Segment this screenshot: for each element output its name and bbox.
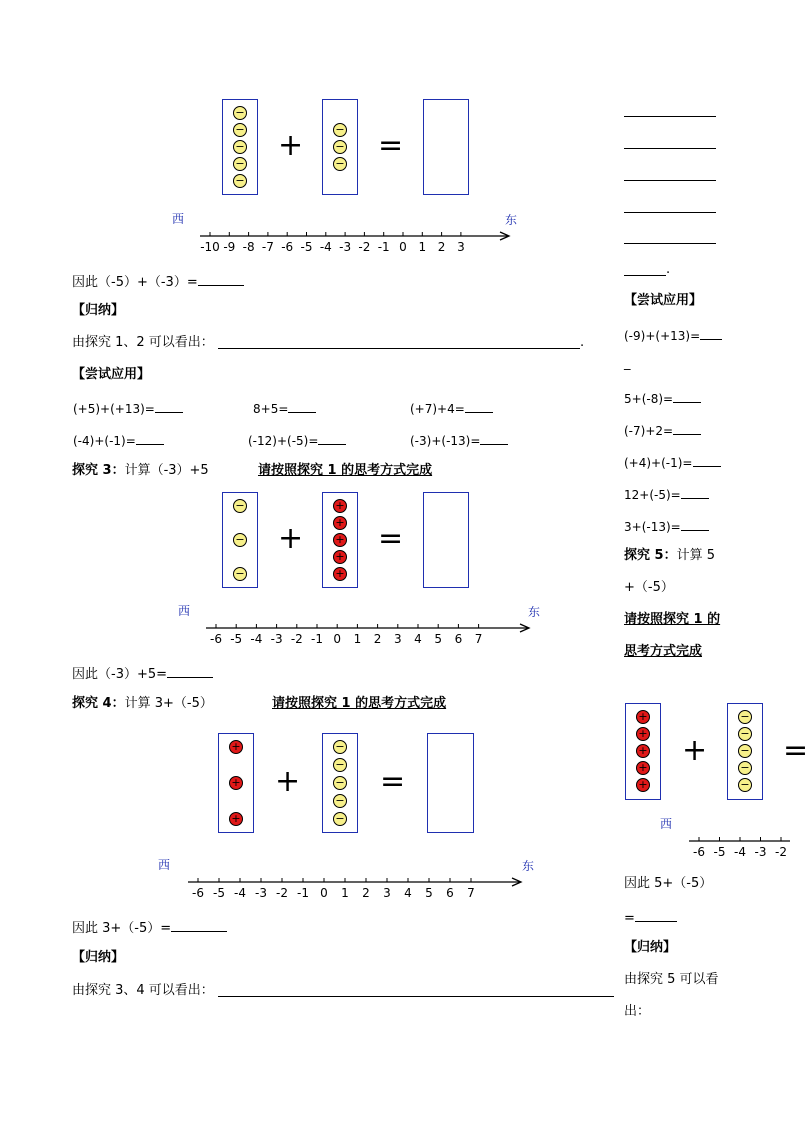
tick-label: 1 bbox=[418, 240, 427, 254]
tick-label: 4 bbox=[414, 632, 422, 646]
tick-label: -4 bbox=[250, 632, 263, 646]
answer-blank[interactable] bbox=[624, 243, 716, 244]
counter-box-3b bbox=[322, 492, 358, 588]
exercise-text: (-3)+(-13)= bbox=[410, 434, 481, 448]
exercise-item bbox=[73, 399, 183, 417]
answer-blank[interactable] bbox=[681, 485, 709, 499]
negative-chip: − bbox=[333, 740, 347, 754]
tick-label: 0 bbox=[399, 240, 407, 254]
exercise-text: (+5)+(+13)= bbox=[73, 402, 155, 416]
explore-text: 计算（-3）+5 bbox=[124, 463, 209, 478]
section-heading: 【尝试应用】 bbox=[624, 293, 703, 308]
summary-blank[interactable] bbox=[218, 348, 580, 349]
counter-box-3a bbox=[222, 492, 258, 588]
number-line-3 bbox=[177, 872, 522, 904]
summary-blank[interactable] bbox=[218, 996, 614, 997]
exercise-item bbox=[624, 517, 709, 535]
exercise-text: 8+5= bbox=[253, 402, 289, 416]
explore-label: 探究 3： bbox=[72, 463, 125, 478]
exercise-text: (-4)+(-1)= bbox=[73, 434, 136, 448]
east-label: 东 bbox=[522, 859, 535, 873]
explore-label: 探究 5： bbox=[624, 548, 677, 563]
exercise-item bbox=[624, 389, 701, 407]
tick-label: 5 bbox=[434, 632, 443, 646]
summary-line-1 bbox=[72, 335, 214, 351]
exercise-text: (-12)+(-5)= bbox=[248, 434, 319, 448]
positive-chip: + bbox=[229, 812, 243, 826]
answer-blank[interactable] bbox=[624, 275, 666, 276]
tick-label: -5 bbox=[213, 886, 225, 900]
tick-label: 2 bbox=[437, 240, 446, 254]
plus-sign: + bbox=[278, 128, 304, 163]
exercise-text: 5+(-8)= bbox=[624, 392, 674, 406]
equals-sign: = bbox=[378, 521, 404, 556]
negative-chip: − bbox=[233, 106, 247, 120]
counter-box-1b bbox=[322, 99, 358, 195]
west-label: 西 bbox=[158, 858, 171, 872]
positive-chip: + bbox=[333, 499, 347, 513]
negative-chip: − bbox=[333, 123, 347, 137]
section-heading: 【归纳】 bbox=[72, 950, 125, 965]
tick-label: -6 bbox=[281, 240, 294, 254]
result-line-1 bbox=[72, 272, 244, 291]
tick-label: 1 bbox=[353, 632, 362, 646]
answer-box-3[interactable] bbox=[423, 492, 469, 588]
negative-chip: − bbox=[333, 157, 347, 171]
tick-label: 0 bbox=[333, 632, 342, 646]
answer-box-1[interactable] bbox=[423, 99, 469, 195]
tick-label: -1 bbox=[311, 632, 323, 646]
exercise-item bbox=[624, 421, 701, 439]
exercise-text: (-9)+(+13)= bbox=[624, 329, 701, 343]
explore-note: 请按照探究 1 的思考方式完成 bbox=[272, 696, 447, 711]
tick-label: -2 bbox=[276, 886, 288, 900]
result-line-3 bbox=[72, 664, 213, 683]
exercise-text: (+4)+(-1)= bbox=[624, 456, 693, 470]
result-text: = bbox=[624, 911, 635, 926]
answer-blank[interactable] bbox=[198, 272, 244, 286]
tick-label: 2 bbox=[373, 632, 382, 646]
tick-label: -10 bbox=[200, 240, 220, 254]
tick-label: 0 bbox=[320, 886, 328, 900]
end-period: . bbox=[580, 335, 585, 350]
summary-text-cont: 出： bbox=[624, 1004, 651, 1019]
result-line-5-cont bbox=[624, 908, 677, 927]
tick-label: 6 bbox=[446, 886, 454, 900]
explore-5-heading bbox=[624, 548, 715, 564]
plus-sign: + bbox=[682, 733, 708, 768]
equals-sign: = bbox=[380, 764, 406, 799]
tick-label: -1 bbox=[377, 240, 390, 254]
explore-label: 探究 4： bbox=[72, 696, 125, 711]
end-period: . bbox=[666, 262, 671, 277]
negative-chip: − bbox=[333, 776, 347, 790]
east-label: 东 bbox=[505, 213, 518, 227]
tick-label: -4 bbox=[319, 240, 332, 254]
exercise-text: (+7)+4= bbox=[410, 402, 465, 416]
explore-text: 计算 3+（-5） bbox=[124, 696, 213, 711]
negative-chip: − bbox=[233, 499, 247, 513]
tick-label: 7 bbox=[474, 632, 483, 646]
tick-label: -5 bbox=[230, 632, 243, 646]
answer-blank[interactable] bbox=[465, 399, 493, 413]
negative-chip: − bbox=[333, 140, 347, 154]
explore-text: 计算 5 bbox=[676, 548, 715, 563]
tick-label: -4 bbox=[234, 886, 246, 900]
tick-label: 2 bbox=[362, 886, 370, 900]
exercise-item bbox=[73, 431, 164, 449]
tick-label: -3 bbox=[255, 886, 267, 900]
result-text: 因此（-5）+（-3）= bbox=[72, 275, 198, 290]
answer-blank[interactable] bbox=[693, 453, 721, 467]
number-line-4 bbox=[683, 831, 793, 863]
answer-blank[interactable] bbox=[624, 116, 716, 117]
counter-box-5b bbox=[727, 703, 763, 800]
negative-chip: − bbox=[233, 140, 247, 154]
tick-label: 3 bbox=[457, 240, 465, 254]
answer-blank[interactable] bbox=[167, 664, 213, 678]
equals-sign: = bbox=[783, 733, 808, 768]
section-heading: 【归纳】 bbox=[72, 303, 125, 318]
answer-blank[interactable] bbox=[635, 908, 677, 922]
west-label: 西 bbox=[172, 212, 185, 226]
answer-blank[interactable] bbox=[155, 399, 183, 413]
tick-label: -3 bbox=[270, 632, 283, 646]
tick-label: -2 bbox=[290, 632, 303, 646]
section-heading: 【归纳】 bbox=[624, 940, 677, 955]
positive-chip: + bbox=[333, 550, 347, 564]
result-line-4 bbox=[72, 918, 227, 937]
answer-blank[interactable] bbox=[700, 326, 722, 340]
answer-blank[interactable] bbox=[624, 148, 716, 149]
positive-chip: + bbox=[229, 776, 243, 790]
counter-box-4a bbox=[218, 733, 254, 833]
result-text: 因此（-3）+5= bbox=[72, 667, 168, 682]
explore-note-cont: 思考方式完成 bbox=[624, 644, 703, 659]
answer-blank[interactable] bbox=[171, 918, 227, 932]
tick-label: -5 bbox=[300, 240, 313, 254]
explore-note: 请按照探究 1 的思考方式完成 bbox=[258, 463, 433, 478]
answer-blank[interactable] bbox=[480, 431, 508, 445]
answer-box-4[interactable] bbox=[427, 733, 474, 833]
negative-chip: − bbox=[333, 758, 347, 772]
tick-label: 6 bbox=[454, 632, 463, 646]
tick-label: 3 bbox=[393, 632, 402, 646]
tick-label: -3 bbox=[339, 240, 352, 254]
explore-note: 请按照探究 1 的 bbox=[624, 612, 721, 627]
tick-label: 1 bbox=[341, 886, 349, 900]
counter-box-4b bbox=[322, 733, 358, 833]
answer-blank[interactable] bbox=[673, 421, 701, 435]
negative-chip: − bbox=[233, 123, 247, 137]
equals-sign: = bbox=[378, 128, 404, 163]
negative-chip: − bbox=[738, 710, 752, 724]
exercise-item bbox=[253, 399, 316, 417]
tick-label: -6 bbox=[192, 886, 204, 900]
answer-blank[interactable] bbox=[288, 399, 316, 413]
exercise-item bbox=[624, 453, 721, 471]
plus-sign: + bbox=[275, 764, 301, 799]
negative-chip: − bbox=[233, 567, 247, 581]
summary-line-2 bbox=[72, 983, 214, 999]
negative-chip: − bbox=[738, 761, 752, 775]
result-line-5: 因此 5+（-5） bbox=[624, 876, 713, 891]
tick-label: -4 bbox=[734, 845, 746, 859]
tick-label: 3 bbox=[383, 886, 391, 900]
tick-label: -9 bbox=[223, 240, 236, 254]
answer-blank[interactable] bbox=[136, 431, 164, 445]
exercise-item bbox=[410, 399, 493, 417]
positive-chip: + bbox=[636, 778, 650, 792]
positive-chip: + bbox=[333, 533, 347, 547]
summary-text: 由探究 5 可以看 bbox=[624, 972, 719, 987]
positive-chip: + bbox=[636, 727, 650, 741]
exercise-item bbox=[410, 431, 508, 449]
exercise-item bbox=[624, 326, 722, 344]
exercise-text: (-7)+2= bbox=[624, 424, 674, 438]
tick-label: -1 bbox=[297, 886, 309, 900]
answer-blank[interactable] bbox=[681, 517, 709, 531]
tick-label: -2 bbox=[775, 845, 787, 859]
counter-box-5a bbox=[625, 703, 661, 800]
number-line-1 bbox=[190, 226, 510, 258]
negative-chip: − bbox=[233, 157, 247, 171]
plus-sign: + bbox=[278, 521, 304, 556]
counter-box-1a bbox=[222, 99, 258, 195]
summary-text: 由探究 1、2 可以看出： bbox=[72, 335, 214, 350]
tick-label: -2 bbox=[358, 240, 371, 254]
explore-4-heading bbox=[72, 696, 213, 712]
tick-label: 4 bbox=[404, 886, 412, 900]
answer-blank[interactable] bbox=[624, 180, 716, 181]
continuation-dash: _ bbox=[624, 356, 631, 371]
east-label: 东 bbox=[528, 605, 541, 619]
negative-chip: − bbox=[738, 744, 752, 758]
positive-chip: + bbox=[636, 744, 650, 758]
positive-chip: + bbox=[229, 740, 243, 754]
tick-label: -5 bbox=[713, 845, 726, 859]
summary-text: 由探究 3、4 可以看出： bbox=[72, 983, 214, 998]
tick-label: -7 bbox=[261, 240, 274, 254]
tick-label: 5 bbox=[425, 886, 433, 900]
positive-chip: + bbox=[333, 516, 347, 530]
negative-chip: − bbox=[738, 778, 752, 792]
tick-label: -6 bbox=[693, 845, 705, 859]
negative-chip: − bbox=[233, 533, 247, 547]
number-line-2 bbox=[200, 618, 530, 650]
tick-label: 7 bbox=[467, 886, 475, 900]
exercise-item bbox=[624, 485, 709, 503]
tick-label: -3 bbox=[754, 845, 767, 859]
negative-chip: − bbox=[333, 794, 347, 808]
answer-blank[interactable] bbox=[318, 431, 346, 445]
positive-chip: + bbox=[333, 567, 347, 581]
answer-blank[interactable] bbox=[624, 212, 716, 213]
positive-chip: + bbox=[636, 710, 650, 724]
negative-chip: − bbox=[333, 812, 347, 826]
west-label: 西 bbox=[660, 817, 673, 831]
tick-label: -6 bbox=[210, 632, 222, 646]
exercise-item bbox=[248, 431, 346, 449]
explore-3-heading bbox=[72, 463, 209, 479]
exercise-text: 3+(-13)= bbox=[624, 520, 681, 534]
answer-blank[interactable] bbox=[673, 389, 701, 403]
negative-chip: − bbox=[738, 727, 752, 741]
negative-chip: − bbox=[233, 174, 247, 188]
exercise-text: 12+(-5)= bbox=[624, 488, 681, 502]
section-heading: 【尝试应用】 bbox=[72, 367, 151, 382]
west-label: 西 bbox=[178, 604, 191, 618]
positive-chip: + bbox=[636, 761, 650, 775]
result-text: 因此 3+（-5）= bbox=[72, 921, 172, 936]
tick-label: -8 bbox=[242, 240, 255, 254]
explore-text-cont: +（-5） bbox=[624, 580, 674, 595]
